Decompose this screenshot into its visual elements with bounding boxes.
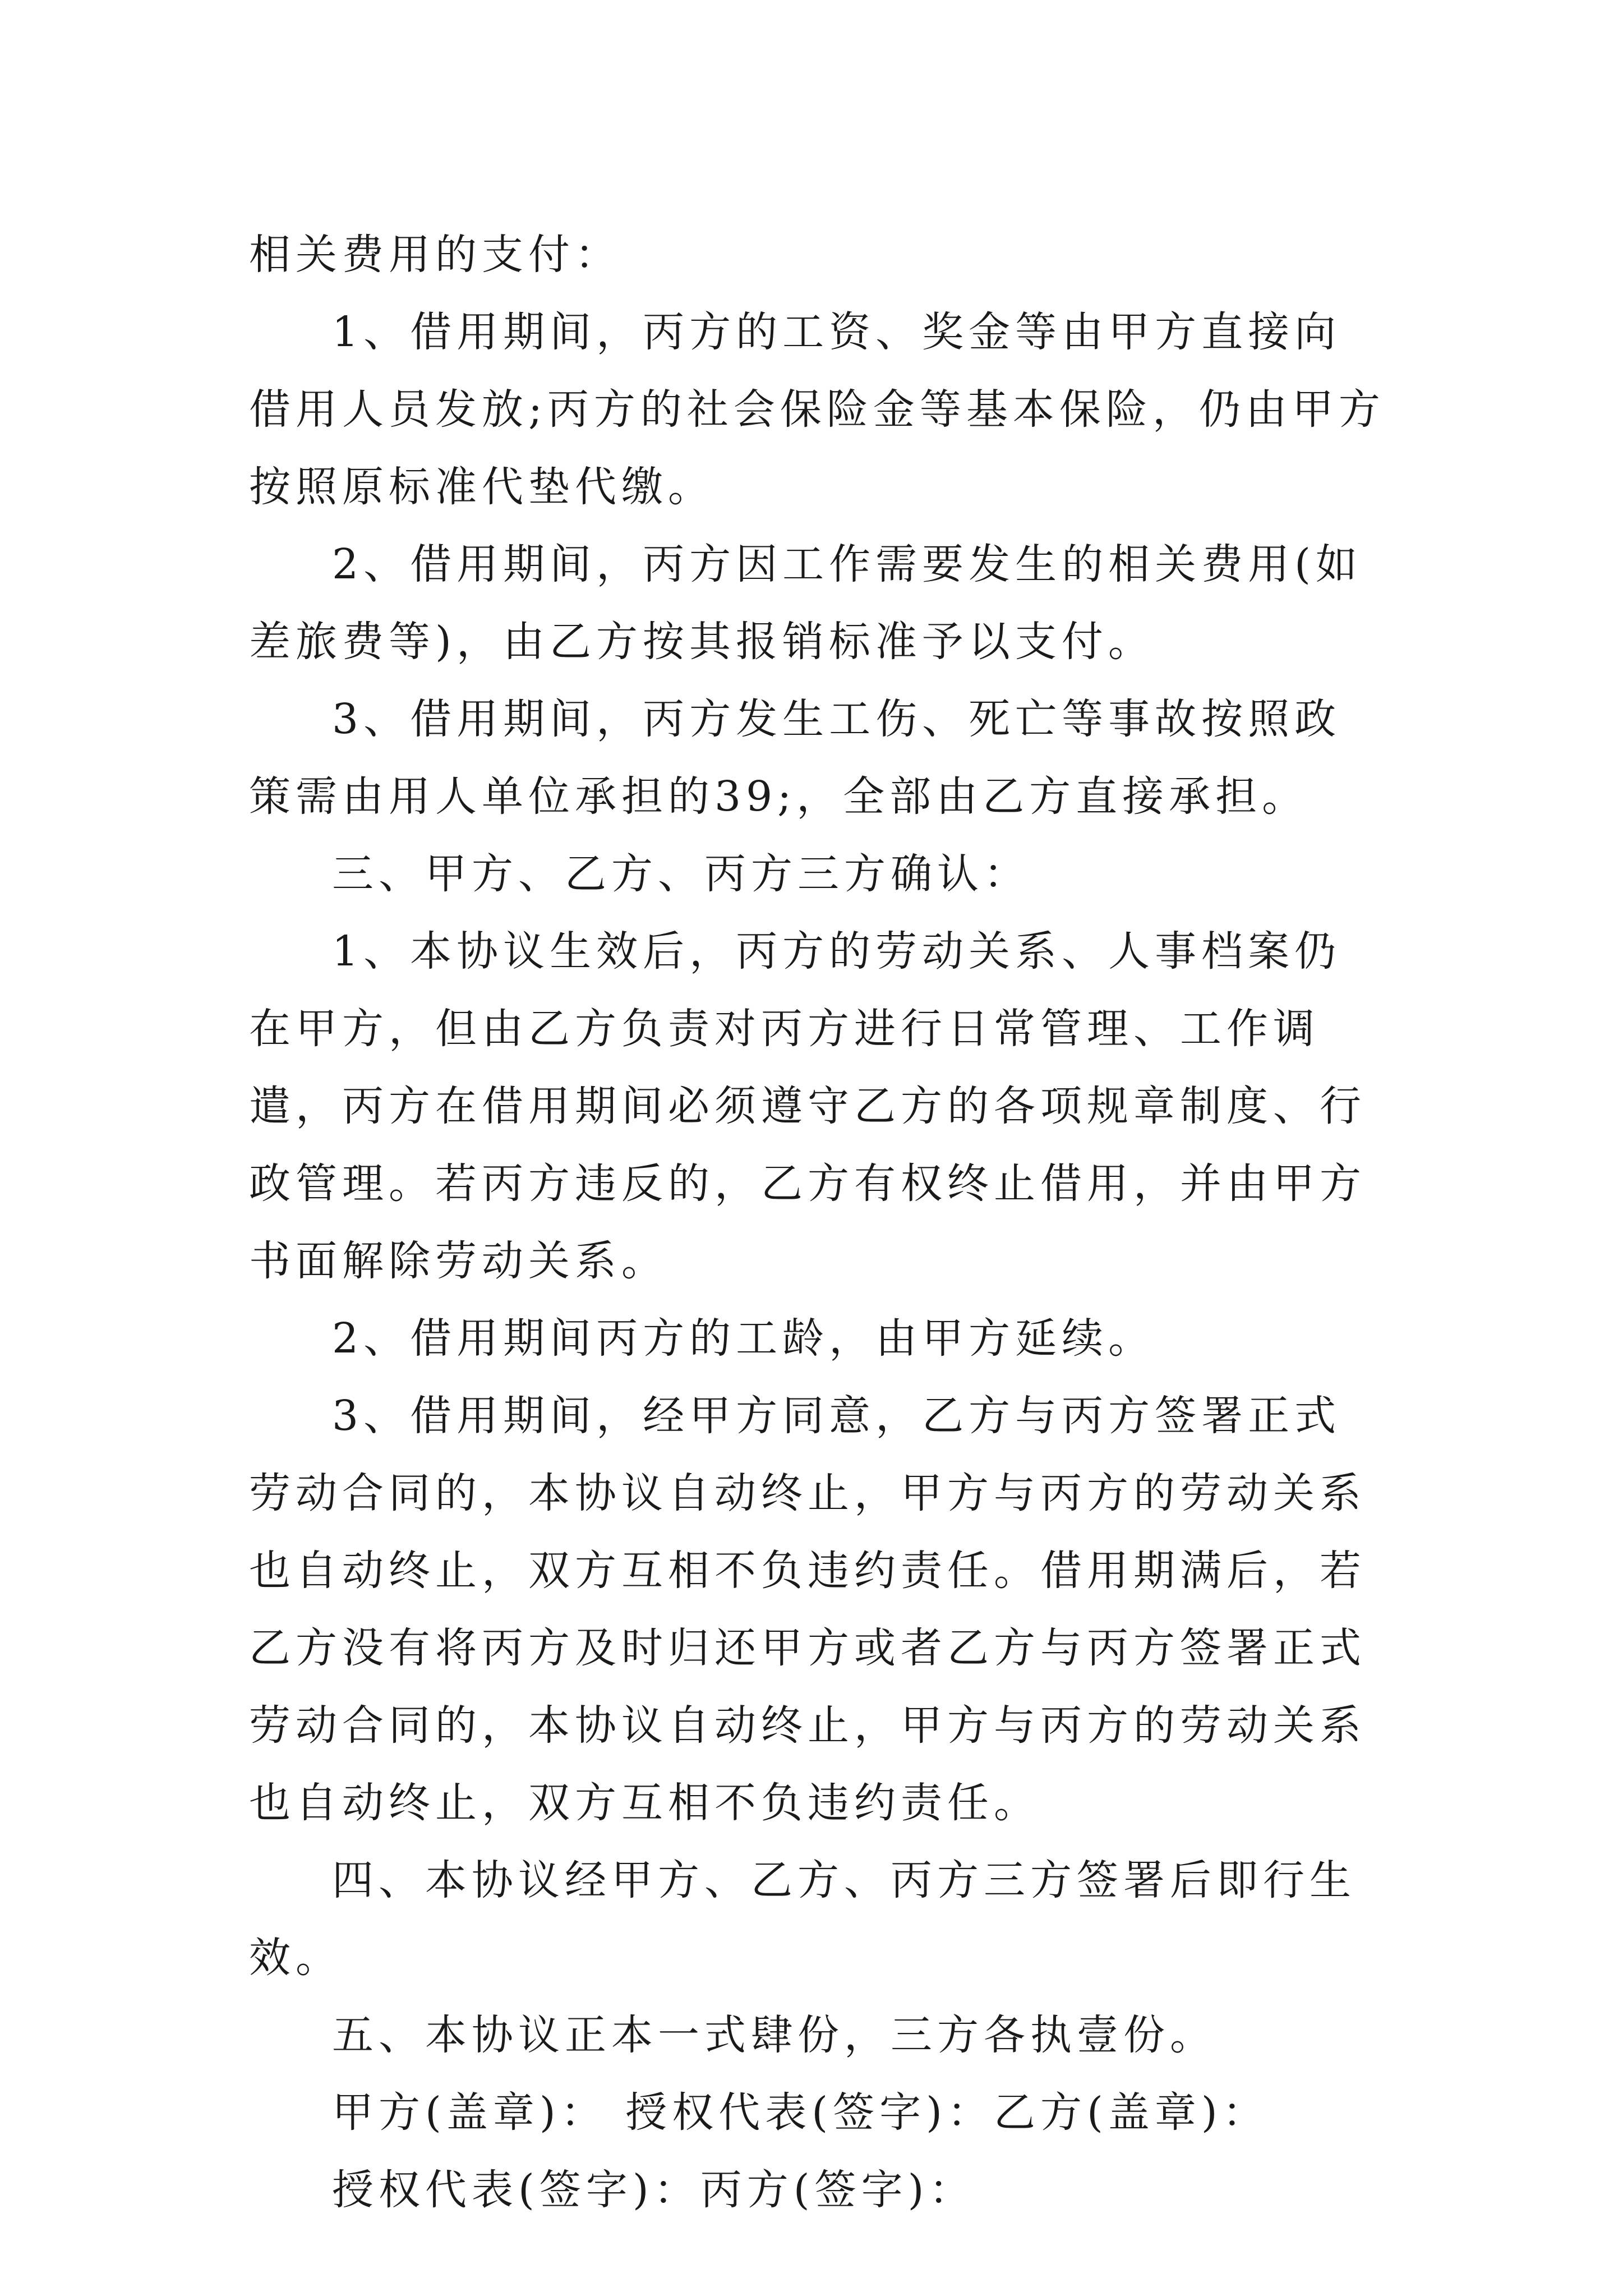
signature-line-party-a-b: 甲方(盖章)： 授权代表(签字)：乙方(盖章)：: [332, 2088, 1269, 2137]
paragraph-termination: 3、借用期间，经甲方同意，乙方与丙方签署正式劳动合同的，本协议自动终止，甲方与丙方的劳动关系也自动终止，双方互相不负违约责任。借用期满后，若乙方没有将丙方及时归还甲方或者乙方与丙方签署正式劳动合同的，本协议自动终止，甲方与丙方的劳动关系也自动终止，双方互相不负违约责任。: [249, 1392, 1366, 1827]
paragraph-labor-relations: 1、本协议生效后，丙方的劳动关系、人事档案仍在甲方，但由乙方负责对丙方进行日常管理、工作调遣，丙方在借用期间必须遵守乙方的各项规章制度、行政管理。若丙方违反的，乙方有权终止借用，并由甲方书面解除劳动关系。: [249, 927, 1366, 1285]
section-four-effective: 四、本协议经甲方、乙方、丙方三方签署后即行生效。: [249, 1856, 1356, 1982]
paragraph-work-expenses: 2、借用期间，丙方因工作需要发生的相关费用(如差旅费等)，由乙方按其报销标准予以支付。: [249, 540, 1362, 666]
paragraph-wage-payment: 1、借用期间，丙方的工资、奖金等由甲方直接向借用人员发放;丙方的社会保险金等基本保险，仍由甲方按照原标准代垫代缴。: [249, 308, 1385, 511]
section-five-copies: 五、本协议正本一式肆份，三方各执壹份。: [332, 2011, 1216, 2059]
signature-line-party-c: 授权代表(签字)：丙方(签字)：: [332, 2166, 976, 2214]
document-body: [249, 216, 1385, 2229]
paragraph-fee-payment-heading: 相关费用的支付：: [249, 231, 621, 279]
section-three-heading: 三、甲方、乙方、丙方三方确认：: [332, 850, 1030, 898]
paragraph-seniority: 2、借用期间丙方的工龄，由甲方延续。: [332, 1314, 1155, 1363]
paragraph-injury-liability: 3、借用期间，丙方发生工伤、死亡等事故按照政策需由用人单位承担的39;，全部由乙方直接承担。: [249, 695, 1341, 821]
